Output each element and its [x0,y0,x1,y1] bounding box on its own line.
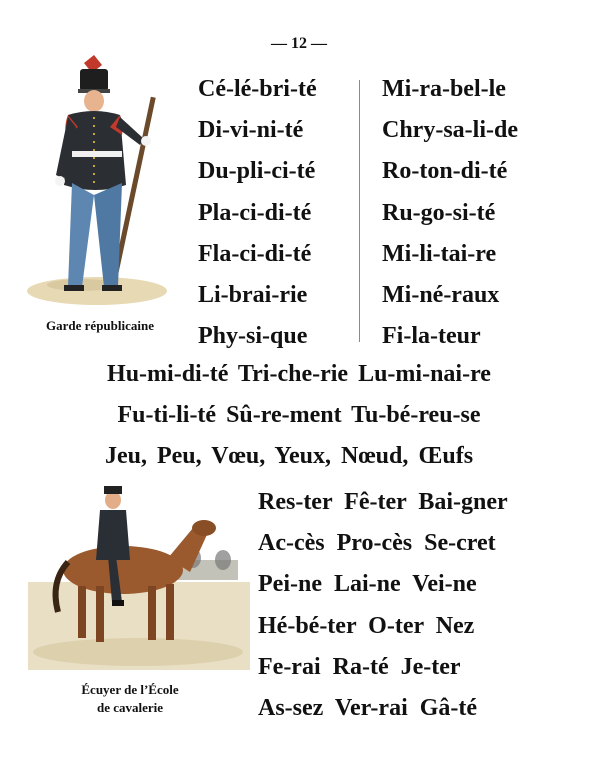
word: Chry-sa-li-de [382,117,518,144]
left-word-column [198,70,317,358]
word: Ru-go-si-té [382,199,496,226]
word-row: Hu-mi-di-té Tri-che-rie Lu-mi-nai-re [107,361,491,387]
word: Li-brai-rie [198,281,308,308]
garde-caption: Garde républicaine [46,318,154,333]
word-row: Res-ter Fê-ter Bai-gner [258,489,508,515]
word-row: Ac-cès Pro-cès Se-cret [258,530,496,557]
word-row: Pei-ne Lai-ne Vei-ne [258,571,477,598]
word: Mi-li-tai-re [382,240,497,267]
right-word-column [382,70,518,358]
word: Pla-ci-di-té [198,199,312,226]
ecuyer-caption-line2: de cavalerie [96,700,164,715]
word: Phy-si-que [198,323,308,350]
page-number: — 12 — [271,35,327,52]
word: Mi-né-raux [382,281,500,308]
garde-republicaine-illustration [22,55,172,310]
word-row: Fe-rai Ra-té Je-ter [258,653,461,680]
word-row: Hé-bé-ter O-ter Nez [258,612,475,639]
column-divider [359,80,360,342]
lower-word-block [258,482,508,729]
word: Di-vi-ni-té [198,117,304,144]
ecuyer-illustration [28,482,250,672]
word-row: Fu-ti-li-té Sû-re-ment Tu-bé-reu-se [117,402,481,428]
word: Mi-ra-bel-le [382,76,506,102]
word: Fla-ci-di-té [198,240,312,267]
ecuyer-caption-line1: Écuyer de l’École [81,682,179,697]
word-row: Jeu, Peu, Vœu, Yeux, Nœud, Œufs [104,443,474,469]
word: Ro-ton-di-té [382,158,508,185]
word: Du-pli-ci-té [198,158,316,185]
word: Fi-la-teur [382,323,481,350]
word-row: As-sez Ver-rai Gâ-té [258,694,478,721]
word: Cé-lé-bri-té [198,76,317,102]
